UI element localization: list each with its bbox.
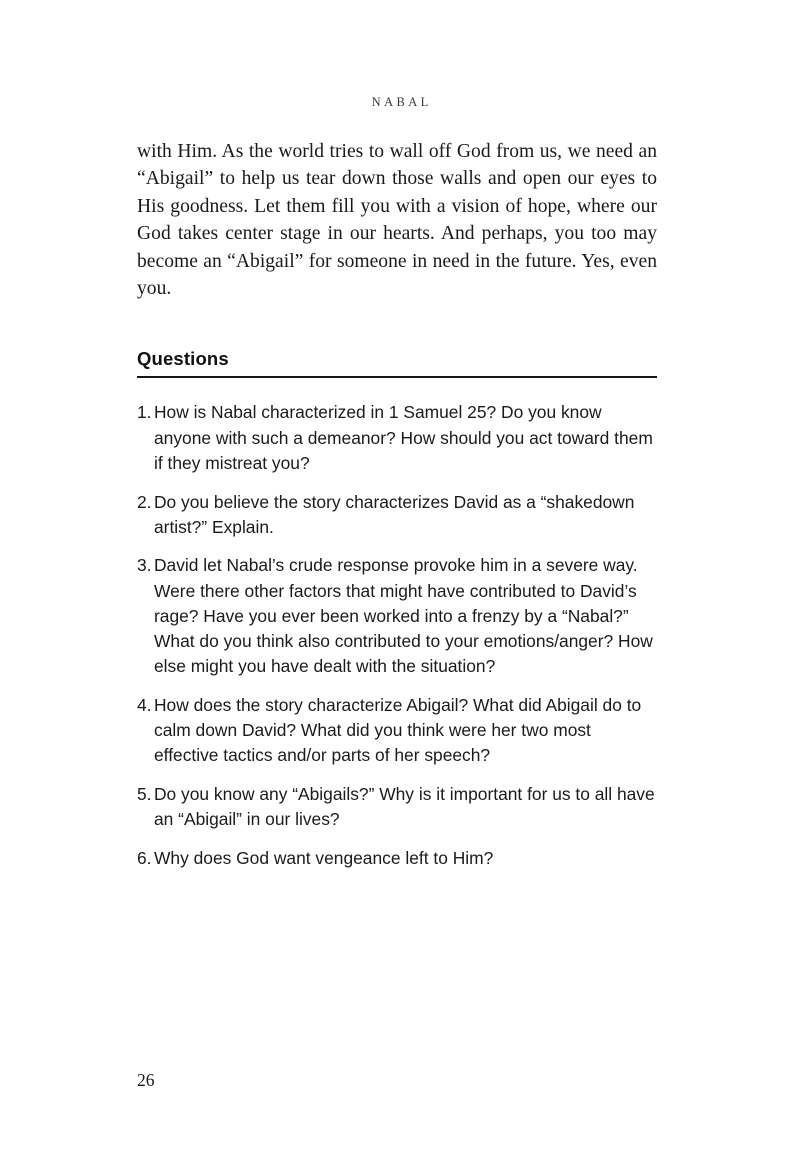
list-item-number: 4. [137,694,152,715]
list-item [137,693,657,769]
list-item-number: 5. [137,784,152,805]
list-item-number: 2. [137,491,152,512]
list-item-text: Do you know any “Abigails?” Why is it important for us to all have an “Abigail” in our lives? [154,784,655,830]
list-item-text: David let Nabal’s crude response provoke him in a severe way. Were there other factors that might have contributed to David’s rage? Have you ever been worked into a frenzy by a “Nabal?” What do you think also contributed to your emotions/anger? How else might you have dealt with the situation? [154,555,653,677]
questions-section [137,349,657,871]
list-item-number: 1. [137,402,152,423]
list-item-number: 3. [137,555,152,576]
list-item [137,400,657,476]
heading-rule [137,376,657,378]
list-item-text: How does the story characterize Abigail? What did Abigail do to calm down David? What did you think were her two most effective tactics and/or parts of her speech? [154,694,642,766]
body-paragraph: with Him. As the world tries to wall off God from us, we need an “Abigail” to help us tear down those walls and open our eyes to His goodness. Let them fill you with a vision of hope, where our God takes center stage in our hearts. And perhaps, you too may become an “Abigail” for someone in need in the future. Yes, even you. [137,141,657,300]
list-item [137,782,657,832]
list-item-text: How is Nabal characterized in 1 Samuel 25? Do you know anyone with such a demeanor? How should you act toward them if they mistreat you? [154,402,653,473]
list-item [137,553,657,679]
list-item-text: Why does God want vengeance left to Him? [154,847,494,868]
list-item-number: 6. [137,847,152,868]
running-head: NABAL [371,95,432,109]
list-item-text: Do you believe the story characterizes David as a “shakedown artist?” Explain. [154,491,635,537]
text-column [137,138,657,871]
questions-heading: Questions [137,348,229,370]
questions-list [137,400,657,871]
list-item [137,846,657,871]
list-item [137,490,657,540]
page-number: 26 [137,1070,155,1090]
